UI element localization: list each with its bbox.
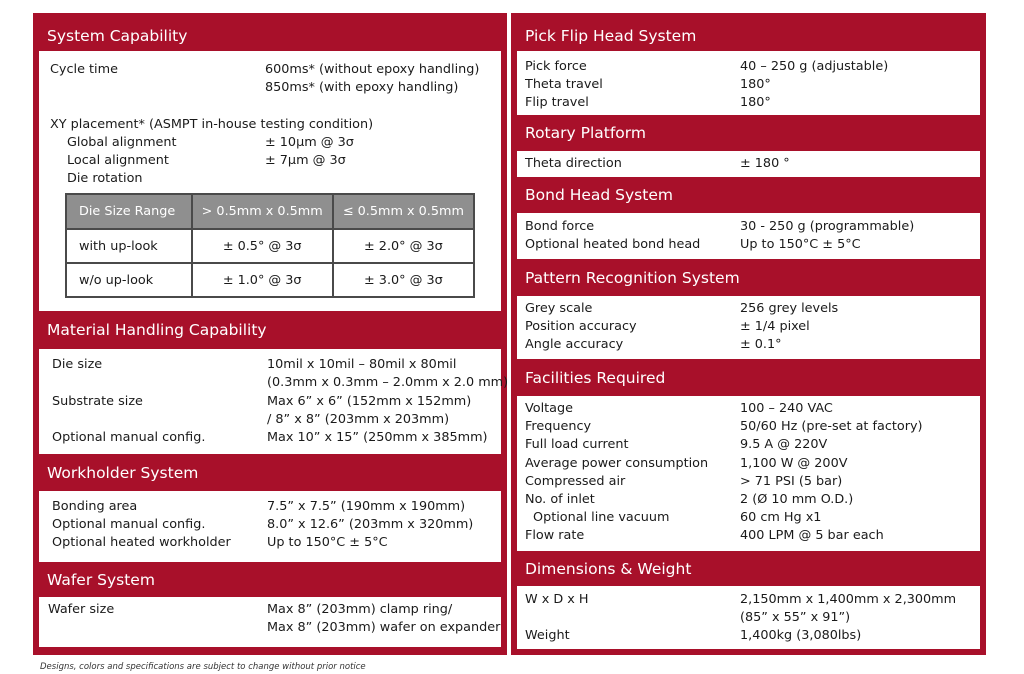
table-cell: with up-look: [66, 229, 192, 263]
spec-row: [517, 336, 980, 354]
spec-label: Flip travel: [525, 95, 589, 110]
spec-value: ± 180 °: [740, 156, 790, 171]
disclaimer-footer: Designs, colors and specifications are subject to change without prior notice: [40, 662, 366, 672]
spec-row: [39, 374, 509, 392]
spec-row: [517, 300, 980, 318]
spec-label: Voltage: [525, 401, 574, 416]
spec-value: Max 8” (203mm) wafer on expander: [267, 620, 501, 635]
spec-value: (0.3mm x 0.3mm – 2.0mm x 2.0 mm): [267, 375, 509, 390]
spec-label: Cycle time: [50, 62, 118, 77]
spec-label: Bonding area: [52, 499, 138, 514]
spec-row: [517, 509, 980, 527]
spec-label: Optional manual config.: [52, 517, 206, 532]
spec-value: ± 7μm @ 3σ: [265, 153, 346, 168]
spec-label: Pick force: [525, 59, 587, 74]
spec-value: Up to 150°C ± 5°C: [267, 535, 388, 550]
section-body: [39, 349, 509, 454]
spec-label: Die size: [52, 357, 103, 372]
spec-value: 600ms* (without epoxy handling): [265, 62, 480, 77]
spec-row: [517, 609, 980, 627]
section-body: [39, 491, 501, 562]
table-header: ≤ 0.5mm x 0.5mm: [333, 194, 474, 229]
section-body: [517, 586, 980, 649]
table-cell: ± 0.5° @ 3σ: [192, 229, 333, 263]
spec-label: Angle accuracy: [525, 337, 624, 352]
spec-row: [517, 58, 980, 76]
section-title: Workholder System: [47, 464, 199, 482]
spec-row: [517, 418, 980, 436]
spec-value: Up to 150°C ± 5°C: [740, 237, 861, 252]
spec-value: 40 – 250 g (adjustable): [740, 59, 889, 74]
spec-row: [517, 76, 980, 94]
spec-value: ± 0.1°: [740, 337, 782, 352]
section-title: Material Handling Capability: [47, 321, 267, 339]
spec-label: XY placement* (ASMPT in-house testing condition): [50, 117, 374, 132]
spec-value: 30 - 250 g (programmable): [740, 219, 915, 234]
spec-value: Max 10” x 15” (250mm x 385mm): [267, 430, 488, 445]
spec-label: Optional line vacuum: [533, 510, 670, 525]
spec-row: [39, 516, 501, 534]
spec-row: [517, 591, 980, 609]
spec-label: Flow rate: [525, 528, 585, 543]
spec-label: Die rotation: [67, 171, 143, 186]
spec-label: Compressed air: [525, 474, 626, 489]
section-title: System Capability: [47, 27, 188, 45]
spec-value: 50/60 Hz (pre-set at factory): [740, 419, 923, 434]
section-body: [517, 151, 980, 177]
section-title: Bond Head System: [525, 186, 673, 204]
left-column: [33, 13, 507, 655]
section-title: Dimensions & Weight: [525, 560, 692, 578]
table-cell: w/o up-look: [66, 263, 192, 297]
spec-value: 10mil x 10mil – 80mil x 80mil: [267, 357, 457, 372]
section-body: [517, 213, 980, 259]
section-title: Rotary Platform: [525, 124, 646, 142]
spec-label: Full load current: [525, 437, 629, 452]
spec-row: [517, 627, 980, 645]
spec-value: 9.5 A @ 220V: [740, 437, 828, 452]
spec-label: Position accuracy: [525, 319, 637, 334]
section-body: [517, 396, 980, 551]
spec-label: No. of inlet: [525, 492, 595, 507]
spec-value: 180°: [740, 77, 771, 92]
spec-label: Local alignment: [67, 153, 169, 168]
spec-row: [517, 473, 980, 491]
spec-label: Theta direction: [525, 156, 622, 171]
spec-row: [39, 79, 501, 97]
spec-value: 1,100 W @ 200V: [740, 456, 848, 471]
spec-label: Optional heated workholder: [52, 535, 231, 550]
spec-value: > 71 PSI (5 bar): [740, 474, 843, 489]
spec-value: 850ms* (with epoxy handling): [265, 80, 459, 95]
spec-label: Weight: [525, 628, 570, 643]
spec-label: Wafer size: [48, 602, 115, 617]
table-cell: ± 2.0° @ 3σ: [333, 229, 474, 263]
spec-label: Optional heated bond head: [525, 237, 701, 252]
spec-row: [39, 61, 501, 79]
spec-row: [39, 534, 501, 552]
spec-value: 7.5” x 7.5” (190mm x 190mm): [267, 499, 466, 514]
spec-value: (85” x 55” x 91”): [740, 610, 851, 625]
spec-row: [517, 491, 980, 509]
table-cell: ± 1.0° @ 3σ: [192, 263, 333, 297]
table-row: [66, 229, 474, 263]
spec-row: [39, 152, 501, 170]
spec-value: 2,150mm x 1,400mm x 2,300mm: [740, 592, 957, 607]
spec-row: [517, 236, 980, 254]
section-body: [517, 51, 980, 115]
spec-value: ± 1/4 pixel: [740, 319, 810, 334]
spec-label: Theta travel: [525, 77, 603, 92]
section-body: [39, 597, 501, 647]
spec-value: 60 cm Hg x1: [740, 510, 822, 525]
spec-value: Max 8” (203mm) clamp ring/: [267, 602, 453, 617]
spec-row: [517, 94, 980, 112]
spec-label: W x D x H: [525, 592, 589, 607]
section-title: Pattern Recognition System: [525, 269, 740, 287]
spec-value: ± 10μm @ 3σ: [265, 135, 354, 150]
section-title: Wafer System: [47, 571, 155, 589]
spec-row: [39, 356, 501, 374]
spec-row: [39, 498, 501, 516]
spec-value: 1,400kg (3,080lbs): [740, 628, 862, 643]
spec-row: [39, 170, 501, 188]
section-title: Pick Flip Head System: [525, 27, 697, 45]
spec-label: Average power consumption: [525, 456, 709, 471]
section-body: [517, 296, 980, 359]
spec-value: 8.0” x 12.6” (203mm x 320mm): [267, 517, 474, 532]
section-title: Facilities Required: [525, 369, 666, 387]
spec-row: [517, 436, 980, 454]
spec-row: [39, 411, 501, 429]
table-header-row: [66, 194, 474, 229]
spec-value: 180°: [740, 95, 771, 110]
table-cell: ± 3.0° @ 3σ: [333, 263, 474, 297]
spec-label: Bond force: [525, 219, 595, 234]
spec-label: Substrate size: [52, 394, 143, 409]
right-column: [511, 13, 986, 655]
spec-row: [517, 318, 980, 336]
spec-row: [39, 393, 501, 411]
die-rotation-table: [65, 193, 475, 298]
spec-row: [39, 601, 501, 619]
spec-label: Optional manual config.: [52, 430, 206, 445]
spec-row: [517, 400, 980, 418]
table-header: Die Size Range: [66, 194, 192, 229]
spec-value: / 8” x 8” (203mm x 203mm): [267, 412, 450, 427]
spec-value: Max 6” x 6” (152mm x 152mm): [267, 394, 472, 409]
table-header: > 0.5mm x 0.5mm: [192, 194, 333, 229]
spec-value: 400 LPM @ 5 bar each: [740, 528, 884, 543]
spec-row: [39, 619, 501, 637]
spec-value: 256 grey levels: [740, 301, 839, 316]
spec-value: 2 (Ø 10 mm O.D.): [740, 492, 854, 507]
table-row: [66, 263, 474, 297]
spec-row: [39, 134, 501, 152]
spec-row: [39, 429, 501, 447]
spec-row: [517, 218, 980, 236]
spec-row: [39, 116, 501, 134]
spec-row: [517, 455, 980, 473]
spec-value: 100 – 240 VAC: [740, 401, 833, 416]
spec-label: Global alignment: [67, 135, 177, 150]
spec-row: [517, 527, 980, 545]
spec-label: Grey scale: [525, 301, 593, 316]
spec-label: Frequency: [525, 419, 592, 434]
spec-row: [517, 155, 980, 173]
section-body: [39, 51, 501, 311]
